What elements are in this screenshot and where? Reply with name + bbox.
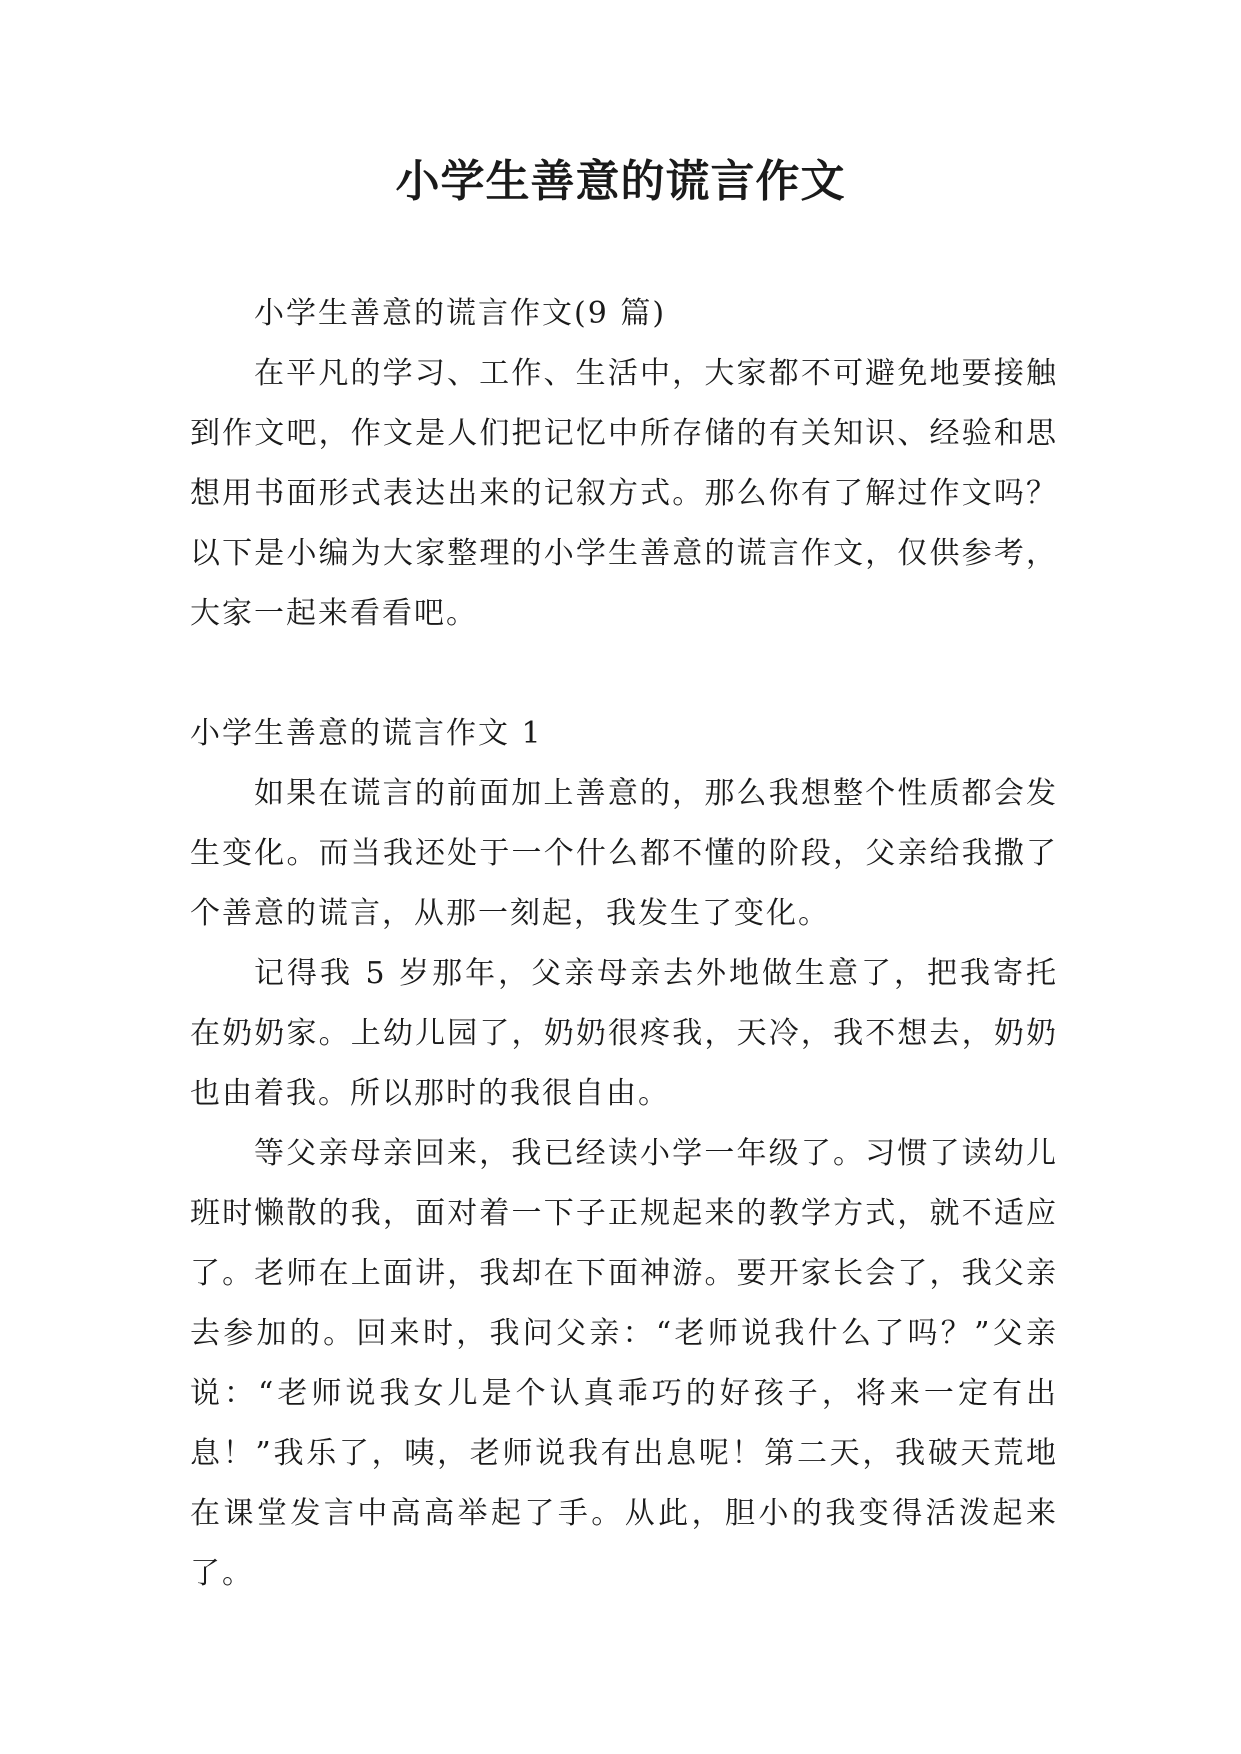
intro-paragraph: 在平凡的学习、工作、生活中，大家都不可避免地要接触到作文吧，作文是人们把记忆中所存储的有关知识、经验和思想用书面形式表达出来的记叙方式。那么你有了解过作文吗？以下是小编为大家整理的小学生善意的谎言作文，仅供参考，大家一起来看看吧。	[190, 356, 1058, 631]
section-paragraph: 等父亲母亲回来，我已经读小学一年级了。习惯了读幼儿班时懒散的我，面对着一下子正规起来的教学方式，就不适应了。老师在上面讲，我却在下面神游。要开家长会了，我父亲去参加的。回来时，我问父亲：“老师说我什么了吗？”父亲说：“老师说我女儿是个认真乖巧的好孩子，将来一定有出息！”我乐了，咦，老师说我有出息呢！第二天，我破天荒地在课堂发言中高高举起了手。从此，胆小的我变得活泼起来了。	[190, 1136, 1058, 1591]
document-title: 小学生善意的谎言作文	[395, 156, 846, 207]
section-spacer	[190, 644, 1058, 704]
document-body	[190, 284, 1058, 1604]
document-subtitle: 小学生善意的谎言作文(9 篇)	[254, 296, 667, 331]
section-paragraph: 记得我 5 岁那年，父亲母亲去外地做生意了，把我寄托在奶奶家。上幼儿园了，奶奶很疼我，天冷，我不想去，奶奶也由着我。所以那时的我很自由。	[190, 956, 1058, 1111]
section-paragraph: 如果在谎言的前面加上善意的，那么我想整个性质都会发生变化。而当我还处于一个什么都不懂的阶段，父亲给我撒了个善意的谎言，从那一刻起，我发生了变化。	[190, 776, 1058, 931]
section-heading: 小学生善意的谎言作文 1	[190, 716, 543, 751]
